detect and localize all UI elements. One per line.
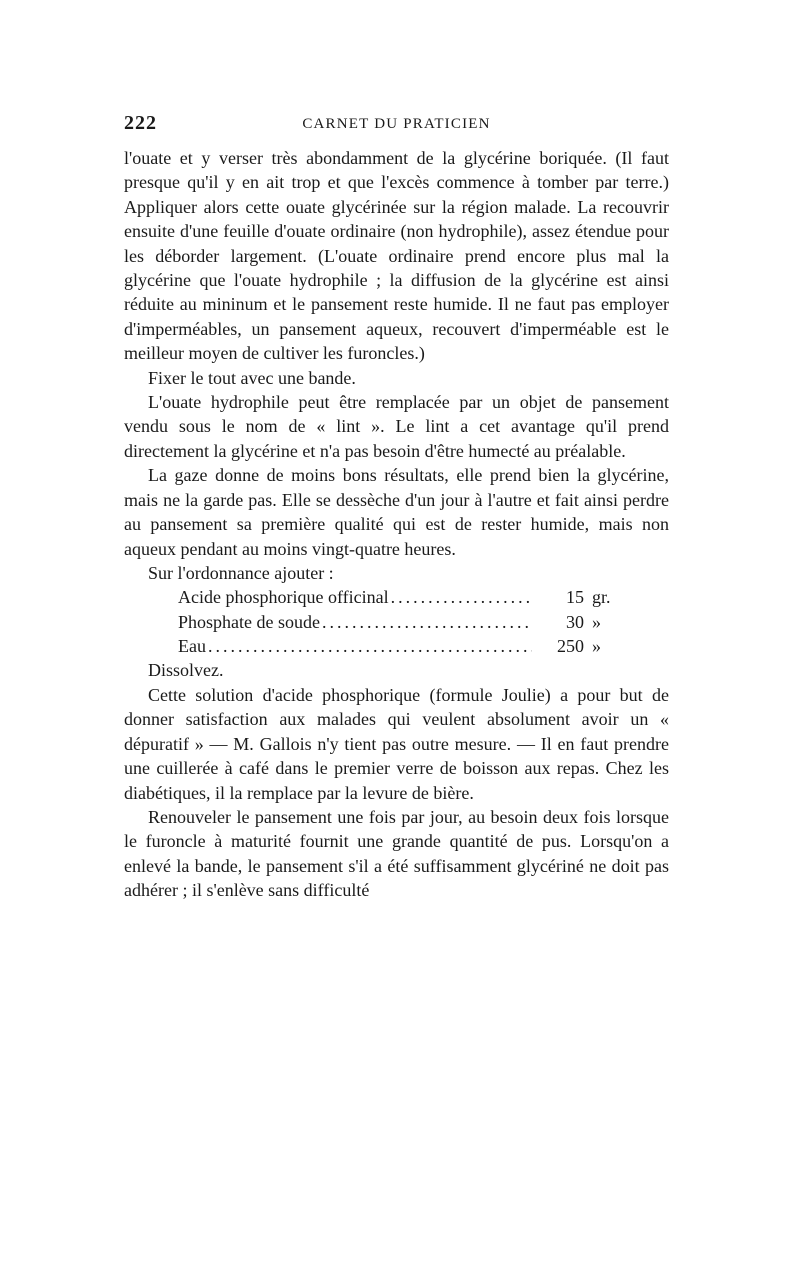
paragraph-3: L'ouate hydrophile peut être remplacée par un objet de pansement vendu sous le nom de « lint ». Le lint a cet avantage qu'il prend directement la glycérine et n'a pas besoin d'être humecté au préalable. [124,392,669,461]
leader-dots [208,634,532,658]
recipe-quantity: 30 [566,611,584,632]
leader-dots [322,610,532,634]
page-header [124,112,669,138]
paragraph-5: Sur l'ordonnance ajouter : [148,562,334,583]
prescription-recipe [124,585,628,658]
running-head: CARNET DU PRATICIEN [302,116,491,132]
page-body [124,146,669,903]
recipe-unit: » [592,611,601,632]
recipe-unit: gr. [592,587,611,608]
page-number: 222 [124,112,157,134]
recipe-quantity: 15 [566,587,584,608]
recipe-item: Eau [178,636,206,657]
recipe-row [178,634,628,658]
paragraph-1: l'ouate et y verser très abondamment de la glycérine boriquée. (Il faut presque qu'il y en ait trop et que l'excès commence à tomber par terre.) Appliquer alors cette ouate glycérinée sur la région malade. La recouvrir ensuite d'une feuille d'ouate ordinaire (non hydrophile), assez étendue pour les déborder largement. (L'ouate ordinaire prend encore plus mal la glycérine que l'ouate hydrophile ; la diffusion de la glycérine est ainsi réduite au mininum et le pansement reste humide. Il ne faut pas employer d'imperméables, un pansement aqueux, recouvert d'imperméable est le meilleur moyen de cultiver les furoncles.) [124,148,669,364]
recipe-row [178,585,628,609]
paragraph-2: Fixer le tout avec une bande. [148,367,356,388]
recipe-item: Phosphate de soude [178,611,320,632]
recipe-unit: » [592,636,601,657]
paragraph-7: Cette solution d'acide phosphorique (formule Joulie) a pour but de donner satisfaction aux malades qui veulent absolument avoir un « dépuratif » — M. Gallois n'y tient pas outre mesure. — Il en faut prendre une cuillerée à café dans le premier verre de boisson aux repas. Chez les diabétiques, il la remplace par la levure de bière. [124,684,669,803]
paragraph-6: Dissolvez. [148,660,224,681]
recipe-row [178,610,628,634]
recipe-quantity: 250 [557,636,584,657]
paragraph-4: La gaze donne de moins bons résultats, elle prend bien la glycérine, mais ne la garde pas. Elle se dessèche d'un jour à l'autre et fait ainsi perdre au pansement sa première qualité qui est de rester humide, mais non aqueux pendant au moins vingt-quatre heures. [124,465,669,559]
paragraph-8: Renouveler le pansement une fois par jour, au besoin deux fois lorsque le furoncle à maturité fournit une grande quantité de pus. Lorsqu'on a enlevé la bande, le pansement s'il a été suffisamment glycériné ne doit pas adhérer ; il s'enlève sans difficulté [124,806,669,901]
leader-dots [391,585,532,609]
recipe-item: Acide phosphorique officinal [178,587,389,608]
